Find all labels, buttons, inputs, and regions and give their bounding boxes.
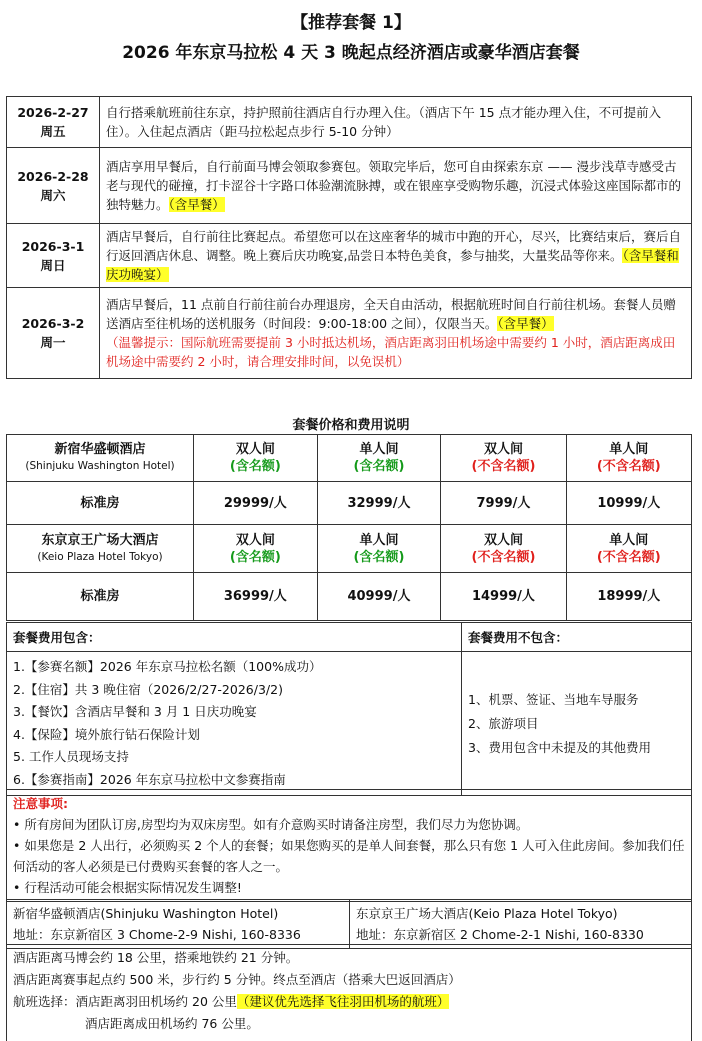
room-type: 单人间 xyxy=(609,442,649,457)
room-type: 单人间 xyxy=(359,532,399,548)
price-cell: 36999/人 xyxy=(194,573,318,621)
itinerary-meal-highlight: （含早餐） xyxy=(497,316,554,331)
exclusions-list xyxy=(462,652,692,796)
transport-table xyxy=(6,944,692,1041)
flight-label: 航班选择： xyxy=(13,994,76,1009)
itinerary-text: 酒店早餐后，11 点前自行前往前台办理退房，全天自由活动，根据航班时间自行前往机场。套餐人员赠送酒店至往机场的送机服务（时间段：9:00-18:00 之间），仅限当天。 xyxy=(106,297,676,331)
itinerary-description xyxy=(100,224,692,288)
price-row xyxy=(7,573,692,621)
room-type: 单人间 xyxy=(359,442,399,457)
flight-recommendation: （建议优先选择飞往羽田机场的航班） xyxy=(236,994,450,1009)
transport-line: 酒店距离赛事起点约 500 米，步行约 5 分钟。终点至酒店（搭乘大巴返回酒店） xyxy=(13,972,461,987)
transport-row xyxy=(7,945,692,1041)
itinerary-row xyxy=(7,97,692,148)
itinerary-weekday: 周五 xyxy=(40,124,66,139)
itinerary-date: 2026-3-1 xyxy=(21,238,85,254)
itinerary-warning: （温馨提示：国际航班需要提前 3 小时抵达机场，酒店距离羽田机场途中需要约 1 小时，酒店距离成田机场途中需要约 2 小时，请合理安排时间，以免误机） xyxy=(106,335,676,369)
flight-narita: 酒店距离成田机场约 76 公里。 xyxy=(85,1016,259,1031)
list-item: 5. 工作人员现场支持 xyxy=(13,749,129,764)
itinerary-text: 酒店早餐后，自行前往比赛起点。希望您可以在这座奢华的城市中跑的开心，尽兴，比赛结束后，赛后自行返回酒店休息、调整。晚上赛后庆功晚宴,品尝日本特色美食，参与抽奖，大量奖品等你来。 xyxy=(106,229,682,263)
list-item: 2、旅游项目 xyxy=(468,715,539,731)
itinerary-weekday: 周六 xyxy=(40,187,66,203)
flight-line xyxy=(13,991,685,1013)
fee-list-row xyxy=(7,652,692,796)
hotel-name-cell xyxy=(7,525,194,573)
address-row xyxy=(7,900,692,949)
fee-table xyxy=(6,622,692,796)
itinerary-text: 酒店享用早餐后，自行前面马博会领取参赛包。领取完毕后，您可自由探索东京 —— 漫步浅草寺感受古老与现代的碰撞，打卡涩谷十字路口体验潮流脉搏，或在银座享受购物乐趣，沉浸式体验这座国际都市的独特魅力。 xyxy=(106,159,682,212)
room-type: 双人间 xyxy=(483,442,523,457)
hotel-name-cell xyxy=(7,435,194,482)
note-item: • 所有房间为团队订房,房型均为双床房型。如有介意购买时请备注房型，我们尽力为您协调。 xyxy=(13,817,529,832)
list-item: 3.【餐饮】含酒店早餐和 3 月 1 日庆功晚宴 xyxy=(13,704,257,719)
price-section-caption: 套餐价格和费用说明 xyxy=(292,418,410,433)
itinerary-row xyxy=(7,224,692,288)
address-cell xyxy=(350,900,692,949)
quota-note: (含名额) xyxy=(229,459,281,474)
price-cell: 40999/人 xyxy=(317,573,441,621)
quota-note: (不含名额) xyxy=(471,459,536,474)
price-cell: 7999/人 xyxy=(441,482,566,525)
hotel-name: 新宿华盛顿酒店 xyxy=(54,442,146,457)
inclusions-list xyxy=(7,652,462,796)
quota-note: (含名额) xyxy=(229,549,281,565)
list-item: 2.【住宿】共 3 晚住宿（2026/2/27-2026/3/2) xyxy=(13,681,283,697)
notes-cell xyxy=(7,790,692,902)
itinerary-meal-highlight: （含早餐） xyxy=(168,197,225,212)
package-subtitle: 2026 年东京马拉松 4 天 3 晚起点经济酒店或豪华酒店套餐 xyxy=(122,43,580,63)
itinerary-text: 自行搭乘航班前往东京，持护照前往酒店自行办理入住。（酒店下午 15 点才能办理入住，不可提前入住）。入住起点酒店（距马拉松起点步行 5-10 分钟） xyxy=(106,105,662,139)
hotel-name-en: (Keio Plaza Hotel Tokyo) xyxy=(37,550,163,563)
price-cell: 29999/人 xyxy=(194,482,318,525)
room-category: 标准房 xyxy=(7,482,194,525)
room-category: 标准房 xyxy=(7,573,194,621)
itinerary-date: 2026-2-27 xyxy=(17,105,89,120)
list-item: 1.【参赛名额】2026 年东京马拉松名额（100%成功） xyxy=(13,659,322,674)
hotel-address: 地址：东京新宿区 3 Chome-2-9 Nishi, 160-8336 xyxy=(13,927,301,942)
room-type-cell xyxy=(194,435,318,482)
price-cell: 10999/人 xyxy=(566,482,691,525)
hotel-name-en: (Shinjuku Washington Hotel) xyxy=(25,460,175,472)
hotel-name: 东京京王广场大酒店 xyxy=(41,532,159,548)
hotel-name: 新宿华盛顿酒店(Shinjuku Washington Hotel) xyxy=(13,906,279,921)
room-type: 单人间 xyxy=(609,532,649,548)
list-item: 3、费用包含中未提及的其他费用 xyxy=(468,739,651,755)
itinerary-table xyxy=(6,96,692,379)
list-item: 4.【保险】境外旅行钻石保险计划 xyxy=(13,726,200,742)
itinerary-weekday: 周日 xyxy=(40,257,66,273)
room-type-cell xyxy=(566,435,691,482)
notes-table xyxy=(6,789,692,902)
itinerary-row xyxy=(7,288,692,379)
itinerary-date-cell xyxy=(7,97,100,148)
itinerary-date-cell xyxy=(7,148,100,224)
itinerary-date: 2026-2-28 xyxy=(17,168,89,184)
flight-haneda: 酒店距离羽田机场约 20 公里 xyxy=(75,994,237,1009)
quota-note: (不含名额) xyxy=(596,459,661,474)
fee-header-row xyxy=(7,623,692,652)
quota-note: (含名额) xyxy=(353,549,405,565)
itinerary-date: 2026-3-2 xyxy=(21,316,85,331)
address-cell xyxy=(7,900,350,949)
itinerary-description xyxy=(100,288,692,379)
transport-cell xyxy=(7,945,692,1041)
transport-line: 酒店距离马博会约 18 公里，搭乘地铁约 21 分钟。 xyxy=(13,950,299,965)
price-table xyxy=(6,434,692,621)
itinerary-row xyxy=(7,148,692,224)
itinerary-description xyxy=(100,97,692,148)
notes-row xyxy=(7,790,692,902)
room-type-cell xyxy=(441,435,566,482)
itinerary-weekday: 周一 xyxy=(40,335,66,350)
room-type-cell xyxy=(566,525,691,573)
price-row xyxy=(7,482,692,525)
room-type: 双人间 xyxy=(235,532,275,548)
itinerary-meal-highlight: （含早餐和庆功晚宴） xyxy=(106,248,679,282)
inclusions-title: 套餐费用包含： xyxy=(7,623,462,652)
room-type-cell xyxy=(194,525,318,573)
exclusions-title: 套餐费用不包含： xyxy=(462,623,692,652)
room-type: 双人间 xyxy=(235,442,275,457)
itinerary-description xyxy=(100,148,692,224)
quota-note: (含名额) xyxy=(353,459,405,474)
itinerary-date-cell xyxy=(7,288,100,379)
price-cell: 14999/人 xyxy=(441,573,566,621)
note-item: • 如果您是 2 人出行，必须购买 2 个人的套餐；如果您购买的是单人间套餐，那么只有您 1 人可入住此房间。参加我们任何活动的客人必须是已付费购买套餐的客人之一。 xyxy=(13,838,685,874)
package-title: 【推荐套餐 1】 xyxy=(291,13,411,33)
note-item: • 行程活动可能会根据实际情况发生调整! xyxy=(13,880,242,895)
price-cell: 32999/人 xyxy=(317,482,441,525)
room-type: 双人间 xyxy=(483,532,523,548)
quota-note: (不含名额) xyxy=(596,549,661,565)
list-item: 6.【参赛指南】2026 年东京马拉松中文参赛指南 xyxy=(13,771,286,787)
price-header-row xyxy=(7,525,692,573)
price-cell: 18999/人 xyxy=(566,573,691,621)
itinerary-date-cell xyxy=(7,224,100,288)
notes-title: 注意事项: xyxy=(13,796,68,811)
quota-note: (不含名额) xyxy=(471,549,536,565)
room-type-cell xyxy=(441,525,566,573)
room-type-cell xyxy=(317,525,441,573)
room-type-cell xyxy=(317,435,441,482)
list-item: 1、机票、签证、当地车导服务 xyxy=(468,691,639,707)
price-header-row xyxy=(7,435,692,482)
hotel-name: 东京京王广场大酒店(Keio Plaza Hotel Tokyo) xyxy=(356,906,618,921)
address-table xyxy=(6,899,692,949)
hotel-address: 地址：东京新宿区 2 Chome-2-1 Nishi, 160-8330 xyxy=(356,927,644,942)
